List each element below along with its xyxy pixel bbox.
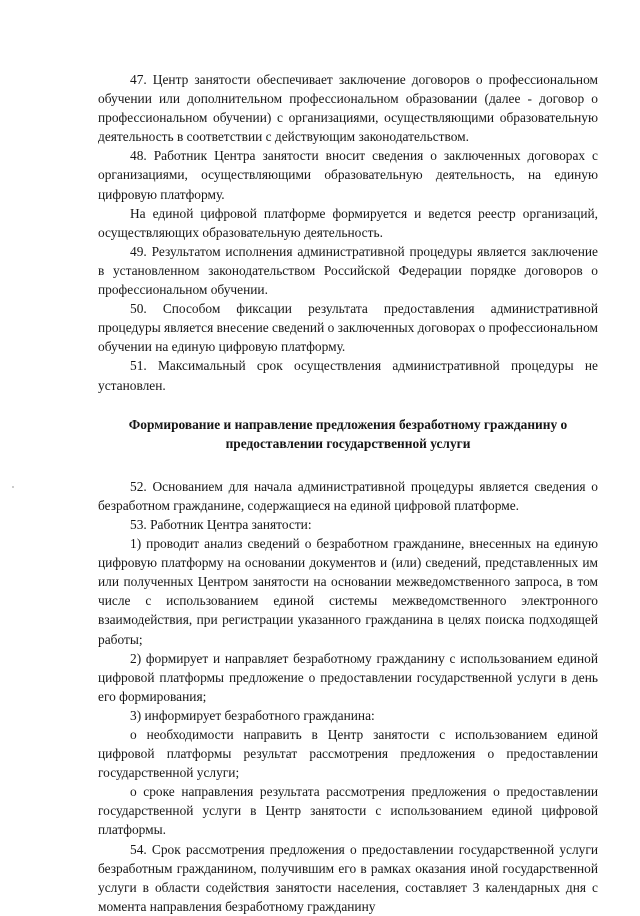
paragraph-52: 52. Основанием для начала административной процедуры является сведения о безработном гражданине, содержащиеся на единой цифровой платформе. (98, 478, 598, 513)
paragraph-53-item-3-b: о сроке направления результата рассмотрения предложения о предоставлении государственной услуги в Центр занятости с использованием единой цифровой платформы. (98, 784, 598, 838)
paragraph-53-item-1: 1) проводит анализ сведений о безработном гражданине, внесенных на единую цифровую платформу на основании документов и (или) сведений, представленных им или полученных Центром занятости на основании межведомственного запроса, в том числе с использованием единой системы межведомственного электронного взаимодействия, при регистрации указанного гражданина в целях поиска подходящей работы; (98, 536, 598, 647)
paragraph-53-item-2: 2) формирует и направляет безработному гражданину с использованием единой цифровой платформы предложение о предоставлении государственной услуги в день его формирования; (98, 650, 598, 704)
paragraph-47: 47. Центр занятости обеспечивает заключение договоров о профессиональном обучении или дополнительном профессиональном образовании (далее - договор о профессиональном обучении) с организациями, осуществляющими образовательную деятельность в соответствии с действующим законодательством. (98, 72, 598, 145)
paragraph-54: 54. Срок рассмотрения предложения о предоставлении государственной услуги безработным гражданином, получившим его в рамках оказания иной государственной услуги в области содействия занятости населения, составляет 3 календарных дня с момента направления безработному гражданину (98, 841, 598, 914)
document-page (98, 70, 598, 916)
paragraph-53: 53. Работник Центра занятости: (130, 516, 312, 532)
paragraph-48: 48. Работник Центра занятости вносит сведения о заключенных договорах с организациями, осуществляющими образовательную деятельность, на единую цифровую платформу. (98, 148, 598, 202)
paragraph-51: 51. Максимальный срок осуществления административной процедуры не установлен. (98, 358, 598, 393)
paragraph-53-item-3-a: о необходимости направить в Центр занятости с использованием единой цифровой платформы результат рассмотрения предложения о предоставлении государственной услуги; (98, 727, 598, 781)
section-title: Формирование и направление предложения безработному гражданину о предоставлении государственной услуги (128, 416, 568, 451)
scan-speck (12, 486, 14, 488)
paragraph-49: 49. Результатом исполнения административной процедуры является заключение в установленном законодательством Российской Федерации порядке договоров о профессиональном обучении. (98, 243, 598, 298)
paragraph-50: 50. Способом фиксации результата предоставления административной процедуры является внесение сведений о заключенных договорах о профессиональном обучении на единую цифровую платформу. (98, 301, 598, 355)
paragraph-53-item-3: 3) информирует безработного гражданина: (130, 707, 375, 723)
paragraph-48-registry: На единой цифровой платформе формируется и ведется реестр организаций, осуществляющих образовательную деятельность. (98, 205, 598, 240)
